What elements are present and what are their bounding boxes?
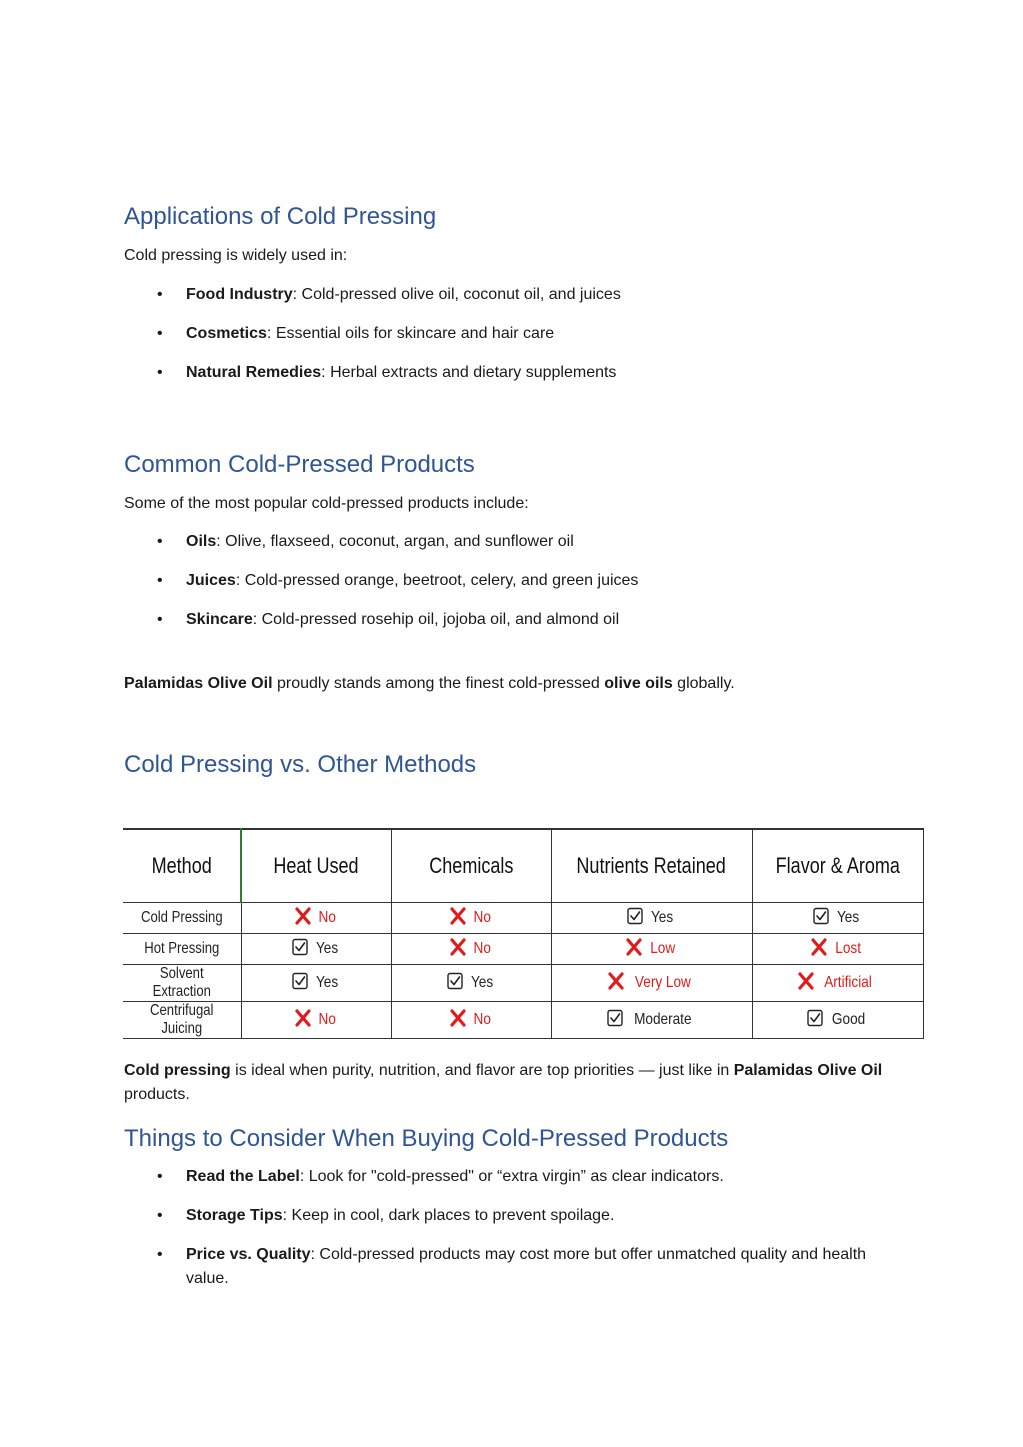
value-text: No bbox=[473, 940, 491, 957]
heading-common-products: Common Cold-Pressed Products bbox=[124, 451, 475, 478]
value-text: Yes bbox=[315, 940, 339, 957]
value-text: Artificial bbox=[824, 974, 873, 991]
checkbox-checked-icon bbox=[807, 1009, 823, 1032]
heading-comparison: Cold Pressing vs. Other Methods bbox=[124, 751, 477, 778]
products-list bbox=[157, 530, 897, 632]
method-cell: Solvent Extraction bbox=[123, 965, 241, 1002]
products-intro: Some of the most popular cold-pressed products include: bbox=[124, 495, 529, 512]
value-text: Yes bbox=[837, 909, 860, 926]
value-cell bbox=[551, 934, 752, 965]
list-item: • Read the Label: Look for "cold-pressed" or “extra virgin” as clear indicators. bbox=[157, 1165, 897, 1189]
table-row bbox=[123, 1002, 923, 1039]
heading-buying-tips: Things to Consider When Buying Cold-Pressed Products bbox=[124, 1125, 729, 1152]
palamidas-note: Palamidas Olive Oil proudly stands among the finest cold-pressed olive oils globally. bbox=[124, 675, 735, 692]
checkbox-checked-icon bbox=[813, 907, 829, 930]
comparison-table bbox=[123, 828, 924, 1039]
value-text: Good bbox=[831, 1011, 866, 1028]
value-text: Yes bbox=[470, 974, 494, 991]
value-text: Yes bbox=[315, 974, 339, 991]
x-mark-icon bbox=[798, 972, 814, 995]
x-mark-icon bbox=[295, 907, 311, 930]
header-chemicals: Chemicals bbox=[391, 829, 551, 903]
list-item: • Storage Tips: Keep in cool, dark places to prevent spoilage. bbox=[157, 1204, 897, 1228]
heading-applications: Applications of Cold Pressing bbox=[124, 203, 437, 230]
method-cell: Centrifugal Juicing bbox=[123, 1002, 241, 1039]
value-text: No bbox=[318, 1011, 336, 1028]
value-cell bbox=[391, 934, 551, 965]
header-heat-used: Heat Used bbox=[241, 829, 391, 903]
checkbox-checked-icon bbox=[627, 907, 643, 930]
x-mark-icon bbox=[450, 938, 466, 961]
table-row bbox=[123, 934, 923, 965]
value-cell bbox=[241, 934, 391, 965]
method-cell: Cold Pressing bbox=[123, 903, 241, 934]
value-text: Very Low bbox=[634, 974, 691, 991]
value-text: No bbox=[318, 909, 336, 926]
value-cell bbox=[241, 1002, 391, 1039]
x-mark-icon bbox=[295, 1009, 311, 1032]
cold-pressing-note: Cold pressing is ideal when purity, nutrition, and flavor are top priorities — just like in Palamidas Olive Oil products. bbox=[124, 1062, 883, 1103]
value-text: No bbox=[473, 1011, 491, 1028]
value-cell bbox=[391, 965, 551, 1002]
value-cell bbox=[391, 1002, 551, 1039]
header-nutrients: Nutrients Retained bbox=[551, 829, 752, 903]
value-cell bbox=[551, 1002, 752, 1039]
x-mark-icon bbox=[811, 938, 827, 961]
value-cell bbox=[241, 965, 391, 1002]
list-item: • Oils: Olive, flaxseed, coconut, argan, and sunflower oil bbox=[157, 530, 897, 554]
header-flavor: Flavor & Aroma bbox=[752, 829, 923, 903]
value-cell bbox=[241, 903, 391, 934]
value-text: Yes bbox=[651, 909, 674, 926]
checkbox-checked-icon bbox=[607, 1009, 623, 1032]
value-text: Moderate bbox=[633, 1011, 692, 1028]
list-item: • Food Industry: Cold-pressed olive oil, coconut oil, and juices bbox=[157, 283, 897, 307]
x-mark-icon bbox=[626, 938, 642, 961]
applications-list bbox=[157, 283, 897, 385]
value-cell bbox=[391, 903, 551, 934]
list-item: • Skincare: Cold-pressed rosehip oil, jojoba oil, and almond oil bbox=[157, 608, 897, 632]
buying-tips-list bbox=[157, 1165, 897, 1291]
list-item: • Natural Remedies: Herbal extracts and dietary supplements bbox=[157, 361, 897, 385]
value-cell bbox=[752, 1002, 923, 1039]
checkbox-checked-icon bbox=[292, 972, 308, 995]
list-item: • Cosmetics: Essential oils for skincare and hair care bbox=[157, 322, 897, 346]
x-mark-icon bbox=[608, 972, 624, 995]
list-item: • Price vs. Quality: Cold-pressed products may cost more but offer unmatched quality and health value. bbox=[157, 1243, 897, 1291]
checkbox-checked-icon bbox=[292, 938, 308, 961]
value-text: Lost bbox=[835, 940, 862, 957]
value-cell bbox=[551, 965, 752, 1002]
value-text: No bbox=[473, 909, 491, 926]
applications-intro: Cold pressing is widely used in: bbox=[124, 247, 348, 264]
x-mark-icon bbox=[450, 907, 466, 930]
method-cell: Hot Pressing bbox=[123, 934, 241, 965]
table-row bbox=[123, 903, 923, 934]
checkbox-checked-icon bbox=[447, 972, 463, 995]
header-method: Method bbox=[123, 829, 241, 903]
x-mark-icon bbox=[450, 1009, 466, 1032]
value-cell bbox=[752, 934, 923, 965]
value-cell bbox=[752, 965, 923, 1002]
value-text: Low bbox=[650, 940, 675, 957]
value-cell bbox=[551, 903, 752, 934]
list-item: • Juices: Cold-pressed orange, beetroot, celery, and green juices bbox=[157, 569, 897, 593]
table-row bbox=[123, 965, 923, 1002]
value-cell bbox=[752, 903, 923, 934]
